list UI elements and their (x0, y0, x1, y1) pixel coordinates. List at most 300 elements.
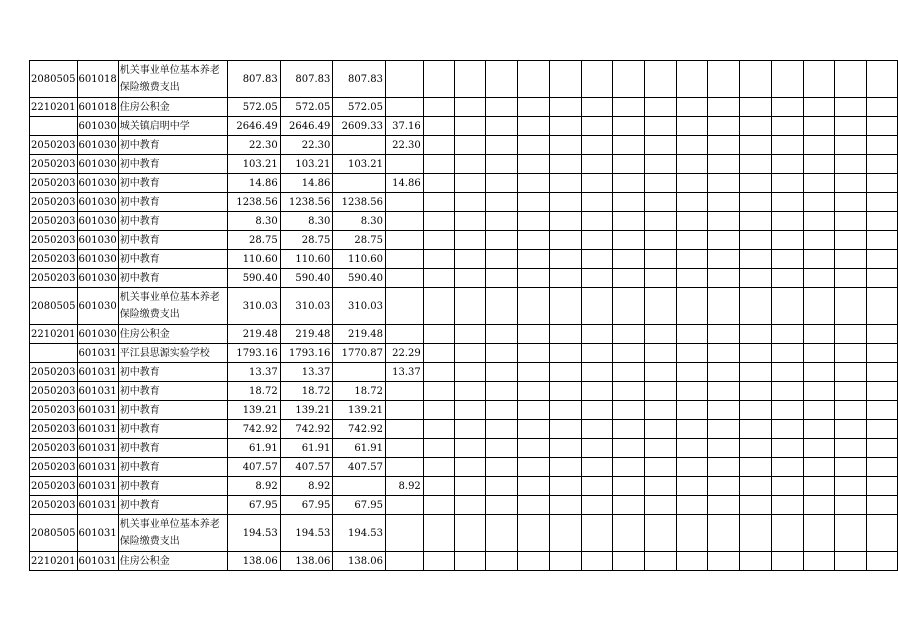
empty-cell (549, 250, 581, 269)
basic-amount-cell: 742.92 (280, 420, 333, 439)
item-name-cell: 机关事业单位基本养老保险缴费支出 (118, 515, 227, 552)
personnel-amount-cell: 1238.56 (333, 193, 386, 212)
empty-cell (803, 174, 835, 193)
empty-cell (803, 117, 835, 136)
empty-cell (740, 174, 772, 193)
empty-cell (644, 193, 676, 212)
empty-cell (771, 420, 803, 439)
total-amount-cell: 1793.16 (228, 344, 281, 363)
table-row (30, 325, 898, 344)
empty-cell (740, 439, 772, 458)
empty-cell (613, 136, 645, 155)
personnel-amount-cell: 67.95 (333, 496, 386, 515)
empty-cell (740, 344, 772, 363)
empty-cell (867, 363, 898, 382)
empty-cell (518, 382, 550, 401)
empty-cell (549, 363, 581, 382)
personnel-amount-cell: 18.72 (333, 382, 386, 401)
empty-cell (549, 439, 581, 458)
empty-cell (644, 458, 676, 477)
empty-cell (835, 288, 867, 325)
empty-cell (518, 439, 550, 458)
unit-code-cell: 601031 (77, 477, 118, 496)
unit-code-cell: 601030 (77, 250, 118, 269)
func-code-cell: 2050203 (30, 231, 78, 250)
empty-cell (676, 552, 708, 571)
empty-cell (549, 496, 581, 515)
unit-code-cell: 601031 (77, 496, 118, 515)
empty-cell (454, 174, 486, 193)
personnel-amount-cell: 139.21 (333, 401, 386, 420)
empty-cell (454, 212, 486, 231)
empty-cell (835, 344, 867, 363)
personnel-amount-cell: 742.92 (333, 420, 386, 439)
empty-cell (771, 155, 803, 174)
unit-code-cell: 601031 (77, 382, 118, 401)
empty-cell (803, 515, 835, 552)
empty-cell (581, 439, 613, 458)
empty-cell (454, 136, 486, 155)
empty-cell (518, 325, 550, 344)
empty-cell (549, 155, 581, 174)
unit-code-cell: 601031 (77, 363, 118, 382)
empty-cell (803, 250, 835, 269)
empty-cell (581, 288, 613, 325)
func-code-cell: 2050203 (30, 250, 78, 269)
func-code-cell: 2210201 (30, 552, 78, 571)
empty-cell (803, 401, 835, 420)
empty-cell (644, 61, 676, 98)
total-amount-cell: 310.03 (228, 288, 281, 325)
item-name-cell: 初中教育 (118, 439, 227, 458)
unit-code-cell: 601030 (77, 269, 118, 288)
empty-cell (581, 515, 613, 552)
total-amount-cell: 61.91 (228, 439, 281, 458)
total-amount-cell: 1238.56 (228, 193, 281, 212)
empty-cell (771, 477, 803, 496)
empty-cell (803, 98, 835, 117)
public-amount-cell: 22.29 (386, 344, 424, 363)
total-amount-cell: 22.30 (228, 136, 281, 155)
public-amount-cell (386, 496, 424, 515)
public-amount-cell (386, 98, 424, 117)
unit-code-cell: 601031 (77, 420, 118, 439)
empty-cell (867, 325, 898, 344)
public-amount-cell: 8.92 (386, 477, 424, 496)
table-row (30, 552, 898, 571)
empty-cell (549, 231, 581, 250)
empty-cell (423, 420, 454, 439)
total-amount-cell: 590.40 (228, 269, 281, 288)
personnel-amount-cell: 8.30 (333, 212, 386, 231)
empty-cell (708, 363, 740, 382)
empty-cell (708, 288, 740, 325)
empty-cell (486, 136, 518, 155)
empty-cell (423, 136, 454, 155)
empty-cell (581, 174, 613, 193)
table-row (30, 193, 898, 212)
empty-cell (708, 231, 740, 250)
empty-cell (613, 155, 645, 174)
empty-cell (423, 552, 454, 571)
unit-code-cell: 601018 (77, 98, 118, 117)
empty-cell (518, 344, 550, 363)
empty-cell (867, 250, 898, 269)
empty-cell (644, 212, 676, 231)
empty-cell (867, 136, 898, 155)
empty-cell (549, 212, 581, 231)
item-name-cell: 住房公积金 (118, 98, 227, 117)
basic-amount-cell: 1238.56 (280, 193, 333, 212)
public-amount-cell (386, 269, 424, 288)
empty-cell (518, 401, 550, 420)
empty-cell (771, 136, 803, 155)
basic-amount-cell: 61.91 (280, 439, 333, 458)
empty-cell (549, 344, 581, 363)
func-code-cell: 2080505 (30, 515, 78, 552)
empty-cell (581, 155, 613, 174)
empty-cell (835, 193, 867, 212)
basic-amount-cell: 13.37 (280, 363, 333, 382)
empty-cell (423, 458, 454, 477)
empty-cell (676, 61, 708, 98)
empty-cell (644, 420, 676, 439)
personnel-amount-cell: 28.75 (333, 231, 386, 250)
func-code-cell: 2050203 (30, 477, 78, 496)
empty-cell (867, 174, 898, 193)
empty-cell (676, 174, 708, 193)
empty-cell (740, 477, 772, 496)
empty-cell (644, 515, 676, 552)
empty-cell (644, 117, 676, 136)
empty-cell (803, 61, 835, 98)
empty-cell (423, 174, 454, 193)
empty-cell (803, 269, 835, 288)
personnel-amount-cell: 194.53 (333, 515, 386, 552)
empty-cell (803, 193, 835, 212)
empty-cell (867, 61, 898, 98)
personnel-amount-cell: 61.91 (333, 439, 386, 458)
empty-cell (740, 231, 772, 250)
empty-cell (740, 496, 772, 515)
empty-cell (676, 98, 708, 117)
empty-cell (423, 231, 454, 250)
empty-cell (613, 363, 645, 382)
empty-cell (644, 155, 676, 174)
public-amount-cell (386, 401, 424, 420)
empty-cell (708, 269, 740, 288)
empty-cell (549, 477, 581, 496)
empty-cell (708, 325, 740, 344)
table-row (30, 382, 898, 401)
empty-cell (803, 439, 835, 458)
empty-cell (771, 458, 803, 477)
basic-amount-cell: 139.21 (280, 401, 333, 420)
func-code-cell: 2050203 (30, 382, 78, 401)
item-name-cell: 机关事业单位基本养老保险缴费支出 (118, 288, 227, 325)
empty-cell (486, 61, 518, 98)
basic-amount-cell: 18.72 (280, 382, 333, 401)
unit-code-cell: 601030 (77, 193, 118, 212)
empty-cell (867, 458, 898, 477)
empty-cell (613, 496, 645, 515)
item-name-cell: 住房公积金 (118, 552, 227, 571)
empty-cell (518, 136, 550, 155)
empty-cell (771, 288, 803, 325)
table-row (30, 477, 898, 496)
basic-amount-cell: 219.48 (280, 325, 333, 344)
empty-cell (644, 174, 676, 193)
empty-cell (423, 117, 454, 136)
empty-cell (423, 496, 454, 515)
empty-cell (803, 212, 835, 231)
basic-amount-cell: 28.75 (280, 231, 333, 250)
empty-cell (581, 420, 613, 439)
empty-cell (835, 458, 867, 477)
item-name-cell: 住房公积金 (118, 325, 227, 344)
func-code-cell: 2050203 (30, 420, 78, 439)
empty-cell (518, 477, 550, 496)
empty-cell (581, 363, 613, 382)
empty-cell (486, 98, 518, 117)
empty-cell (708, 61, 740, 98)
public-amount-cell (386, 193, 424, 212)
basic-amount-cell: 110.60 (280, 250, 333, 269)
total-amount-cell: 28.75 (228, 231, 281, 250)
empty-cell (676, 250, 708, 269)
empty-cell (549, 515, 581, 552)
table-row (30, 250, 898, 269)
empty-cell (549, 193, 581, 212)
empty-cell (740, 552, 772, 571)
empty-cell (708, 496, 740, 515)
table-row (30, 363, 898, 382)
empty-cell (771, 117, 803, 136)
empty-cell (771, 231, 803, 250)
empty-cell (867, 269, 898, 288)
item-name-cell: 初中教育 (118, 420, 227, 439)
table-row (30, 269, 898, 288)
unit-code-cell: 601018 (77, 61, 118, 98)
empty-cell (644, 288, 676, 325)
empty-cell (835, 269, 867, 288)
empty-cell (454, 344, 486, 363)
budget-table (29, 60, 898, 571)
unit-code-cell: 601030 (77, 117, 118, 136)
item-name-cell: 初中教育 (118, 136, 227, 155)
unit-code-cell: 601031 (77, 552, 118, 571)
empty-cell (771, 439, 803, 458)
empty-cell (676, 458, 708, 477)
empty-cell (740, 401, 772, 420)
empty-cell (676, 382, 708, 401)
empty-cell (835, 420, 867, 439)
empty-cell (613, 344, 645, 363)
func-code-cell: 2210201 (30, 325, 78, 344)
empty-cell (613, 98, 645, 117)
empty-cell (613, 382, 645, 401)
empty-cell (486, 439, 518, 458)
empty-cell (581, 382, 613, 401)
empty-cell (803, 552, 835, 571)
empty-cell (676, 193, 708, 212)
empty-cell (518, 98, 550, 117)
empty-cell (518, 117, 550, 136)
func-code-cell (30, 117, 78, 136)
empty-cell (486, 193, 518, 212)
total-amount-cell: 138.06 (228, 552, 281, 571)
empty-cell (708, 117, 740, 136)
empty-cell (644, 363, 676, 382)
empty-cell (835, 477, 867, 496)
empty-cell (613, 515, 645, 552)
basic-amount-cell: 1793.16 (280, 344, 333, 363)
empty-cell (708, 250, 740, 269)
table-row (30, 98, 898, 117)
item-name-cell: 初中教育 (118, 250, 227, 269)
empty-cell (803, 288, 835, 325)
total-amount-cell: 110.60 (228, 250, 281, 269)
empty-cell (803, 325, 835, 344)
empty-cell (486, 174, 518, 193)
empty-cell (549, 117, 581, 136)
empty-cell (708, 382, 740, 401)
unit-code-cell: 601030 (77, 174, 118, 193)
public-amount-cell: 37.16 (386, 117, 424, 136)
empty-cell (549, 98, 581, 117)
empty-cell (708, 515, 740, 552)
empty-cell (581, 325, 613, 344)
empty-cell (867, 231, 898, 250)
personnel-amount-cell (333, 136, 386, 155)
empty-cell (454, 363, 486, 382)
empty-cell (486, 250, 518, 269)
total-amount-cell: 742.92 (228, 420, 281, 439)
func-code-cell: 2050203 (30, 212, 78, 231)
empty-cell (613, 269, 645, 288)
empty-cell (708, 552, 740, 571)
item-name-cell: 初中教育 (118, 401, 227, 420)
basic-amount-cell: 67.95 (280, 496, 333, 515)
empty-cell (518, 515, 550, 552)
basic-amount-cell: 572.05 (280, 98, 333, 117)
empty-cell (613, 61, 645, 98)
empty-cell (771, 269, 803, 288)
basic-amount-cell: 8.30 (280, 212, 333, 231)
empty-cell (518, 552, 550, 571)
empty-cell (423, 269, 454, 288)
empty-cell (708, 193, 740, 212)
empty-cell (613, 458, 645, 477)
empty-cell (708, 420, 740, 439)
empty-cell (423, 193, 454, 212)
empty-cell (486, 496, 518, 515)
empty-cell (803, 136, 835, 155)
empty-cell (676, 363, 708, 382)
empty-cell (835, 515, 867, 552)
empty-cell (676, 496, 708, 515)
total-amount-cell: 13.37 (228, 363, 281, 382)
empty-cell (518, 155, 550, 174)
empty-cell (708, 155, 740, 174)
empty-cell (835, 250, 867, 269)
item-name-cell: 初中教育 (118, 269, 227, 288)
personnel-amount-cell: 138.06 (333, 552, 386, 571)
empty-cell (740, 515, 772, 552)
empty-cell (771, 250, 803, 269)
empty-cell (423, 515, 454, 552)
empty-cell (867, 288, 898, 325)
empty-cell (486, 212, 518, 231)
empty-cell (518, 61, 550, 98)
empty-cell (676, 420, 708, 439)
empty-cell (835, 98, 867, 117)
table-row (30, 117, 898, 136)
empty-cell (708, 477, 740, 496)
total-amount-cell: 139.21 (228, 401, 281, 420)
personnel-amount-cell: 590.40 (333, 269, 386, 288)
personnel-amount-cell: 407.57 (333, 458, 386, 477)
basic-amount-cell: 2646.49 (280, 117, 333, 136)
empty-cell (740, 155, 772, 174)
empty-cell (740, 61, 772, 98)
empty-cell (581, 98, 613, 117)
public-amount-cell (386, 458, 424, 477)
empty-cell (867, 515, 898, 552)
total-amount-cell: 807.83 (228, 61, 281, 98)
empty-cell (423, 382, 454, 401)
unit-code-cell: 601030 (77, 231, 118, 250)
basic-amount-cell: 138.06 (280, 552, 333, 571)
unit-code-cell: 601030 (77, 136, 118, 155)
empty-cell (613, 420, 645, 439)
empty-cell (676, 477, 708, 496)
empty-cell (708, 458, 740, 477)
empty-cell (518, 250, 550, 269)
total-amount-cell: 67.95 (228, 496, 281, 515)
empty-cell (486, 515, 518, 552)
empty-cell (835, 155, 867, 174)
empty-cell (740, 136, 772, 155)
basic-amount-cell: 590.40 (280, 269, 333, 288)
empty-cell (771, 363, 803, 382)
item-name-cell: 初中教育 (118, 458, 227, 477)
empty-cell (644, 439, 676, 458)
basic-amount-cell: 14.86 (280, 174, 333, 193)
empty-cell (708, 439, 740, 458)
empty-cell (423, 401, 454, 420)
table-row (30, 212, 898, 231)
empty-cell (518, 231, 550, 250)
empty-cell (549, 382, 581, 401)
empty-cell (740, 117, 772, 136)
item-name-cell: 初中教育 (118, 363, 227, 382)
empty-cell (867, 552, 898, 571)
personnel-amount-cell (333, 174, 386, 193)
empty-cell (581, 250, 613, 269)
empty-cell (740, 420, 772, 439)
empty-cell (549, 420, 581, 439)
empty-cell (581, 496, 613, 515)
unit-code-cell: 601031 (77, 344, 118, 363)
empty-cell (803, 496, 835, 515)
empty-cell (518, 269, 550, 288)
empty-cell (676, 212, 708, 231)
empty-cell (454, 515, 486, 552)
personnel-amount-cell (333, 363, 386, 382)
empty-cell (454, 61, 486, 98)
empty-cell (771, 552, 803, 571)
